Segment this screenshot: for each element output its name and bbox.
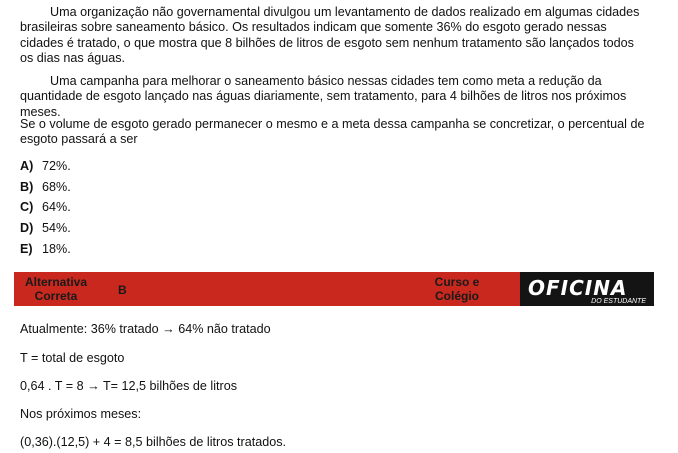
question-paragraph-3: Se o volume de esgoto gerado permanecer o mesmo e a meta dessa campanha se concretizar, o percentual de esgoto passará a ser — [20, 117, 645, 147]
options-list — [20, 156, 71, 259]
option-b: B) 68%. — [20, 179, 71, 194]
logo-tagline: DO ESTUDANTE — [591, 298, 646, 305]
logo-wordmark: OFICINA — [528, 276, 628, 300]
option-letter: B — [20, 179, 30, 194]
solution-line-2: T = total de esgoto — [20, 351, 125, 365]
option-letter: A — [20, 159, 30, 173]
option-letter: D — [20, 221, 30, 236]
solution-line-3: 0,64 . T = 8 → T= 12,5 bilhões de litros — [20, 379, 238, 393]
option-text: 72%. — [42, 159, 71, 173]
option-a: A) 72%. — [20, 159, 71, 173]
option-text: 54%. — [42, 221, 71, 236]
oficina-logo — [520, 272, 654, 306]
correct-answer-value: B — [118, 283, 127, 297]
option-c: C) 64%. — [20, 200, 71, 215]
solution-line-5: (0,36).(12,5) + 4 = 8,5 bilhões de litros tratados. — [20, 435, 287, 449]
option-d: D) 54%. — [20, 221, 71, 236]
option-text: 18%. — [42, 241, 71, 256]
option-text: 64%. — [42, 200, 71, 215]
correct-answer-label: Alternativa Correta — [24, 275, 88, 303]
school-label: Curso e Colégio — [434, 275, 480, 303]
answer-bar — [14, 272, 654, 306]
question-paragraph-1: Uma organização não governamental divulgou um levantamento de dados realizado em algumas cidades brasileiras sobre saneamento básico. Os resultados indicam que somente 36% do esgoto gerado nessas cidades é tratado, o que mostra que 8 bilhões de litros de esgoto sem nenhum tratamento são lançados todos os dias nas águas. — [20, 5, 640, 66]
question-paragraph-2: Uma campanha para melhorar o saneamento básico nessas cidades tem como meta a redução da quantidade de esgoto lançado nas águas diariamente, sem tratamento, para 4 bilhões de litros nos próximos meses. — [20, 74, 627, 119]
option-text: 68%. — [42, 179, 71, 194]
solution-line-4: Nos próximos meses: — [20, 407, 142, 421]
option-letter: C — [20, 200, 30, 215]
option-letter: E — [20, 241, 29, 256]
solution-line-1: Atualmente: 36% tratado → 64% não tratado — [20, 322, 271, 336]
option-e: E) 18%. — [20, 241, 71, 256]
